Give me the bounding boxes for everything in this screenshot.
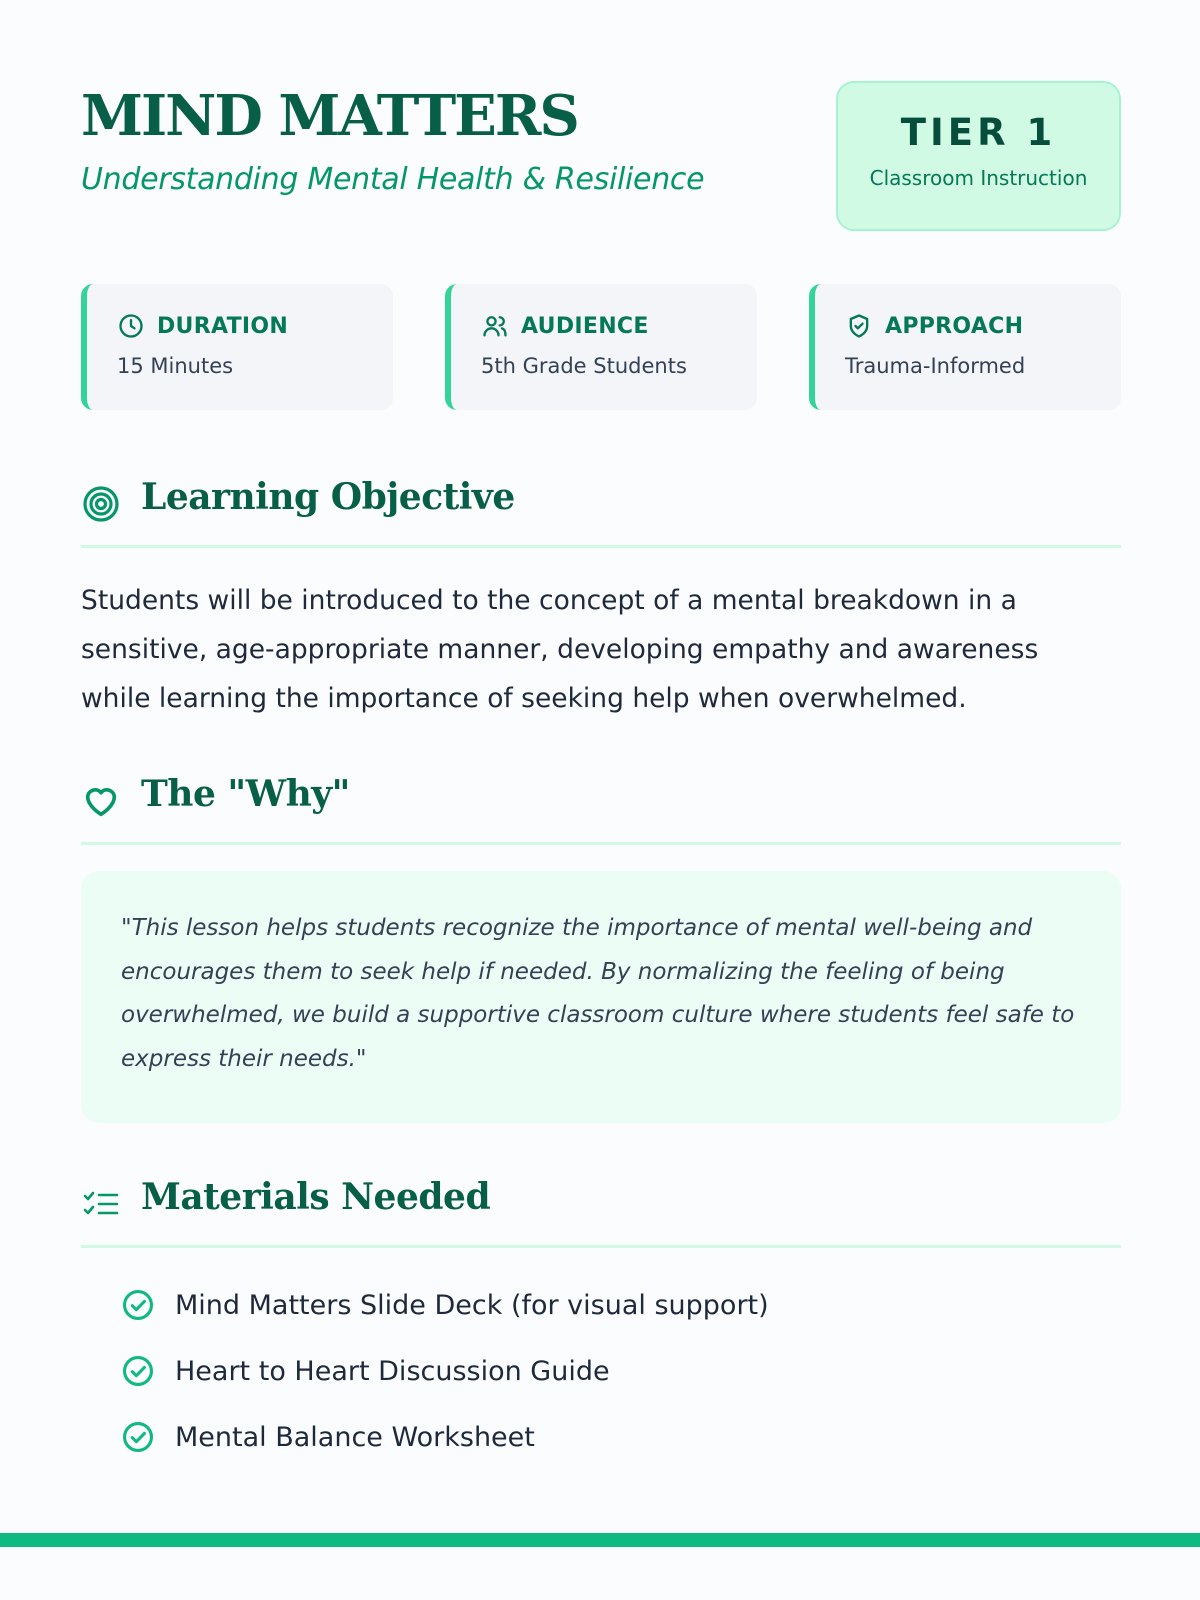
check-circle-icon <box>121 1420 155 1454</box>
list-check-icon <box>81 1184 121 1224</box>
audience-label: AUDIENCE <box>521 313 649 339</box>
duration-label: DURATION <box>157 313 289 339</box>
objective-heading: Learning Objective <box>141 476 515 518</box>
info-cards <box>81 284 1121 410</box>
check-circle-icon <box>121 1288 155 1322</box>
materials-heading: Materials Needed <box>141 1176 491 1218</box>
approach-card <box>809 284 1121 410</box>
objective-text: Students will be introduced to the concept of a mental breakdown in a sensitive, age-appropriate manner, developing empathy and awareness while learning the importance of seeking help when overwhelmed. <box>81 585 1039 714</box>
tier-subtitle: Classroom Instruction <box>869 166 1088 190</box>
page-subtitle: Understanding Mental Health & Resilience <box>81 162 705 197</box>
why-heading-row <box>81 773 1121 845</box>
why-quote: "This lesson helps students recognize the importance of mental well-being and encourages them to seek help if needed. By normalizing the feeling of being overwhelmed, we build a supportive classroom culture where students feel safe to express their needs." <box>121 915 1075 1072</box>
check-circle-icon <box>121 1354 155 1388</box>
list-item <box>121 1272 769 1338</box>
materials-list <box>121 1272 769 1470</box>
approach-value: Trauma-Informed <box>845 354 1026 378</box>
users-icon <box>481 312 509 340</box>
material-item-label: Mental Balance Worksheet <box>175 1421 535 1453</box>
clock-icon <box>117 312 145 340</box>
tier-badge <box>836 81 1121 231</box>
header <box>81 84 1121 234</box>
materials-heading-row <box>81 1176 1121 1248</box>
duration-value: 15 Minutes <box>117 354 234 378</box>
why-heading: The "Why" <box>141 773 350 815</box>
heart-icon <box>81 781 121 821</box>
list-item <box>121 1404 769 1470</box>
approach-label: APPROACH <box>885 313 1024 339</box>
target-icon <box>81 484 121 524</box>
objective-heading-row <box>81 476 1121 548</box>
duration-card <box>81 284 393 410</box>
audience-card <box>445 284 757 410</box>
list-item <box>121 1338 769 1404</box>
material-item-label: Heart to Heart Discussion Guide <box>175 1355 610 1387</box>
footer-accent-bar <box>0 1533 1200 1547</box>
page-title: MIND MATTERS <box>81 83 578 149</box>
audience-value: 5th Grade Students <box>481 354 687 378</box>
material-item-label: Mind Matters Slide Deck (for visual support) <box>175 1289 769 1321</box>
why-quote-box <box>81 871 1121 1123</box>
tier-title: TIER 1 <box>900 111 1057 154</box>
shield-check-icon <box>845 312 873 340</box>
